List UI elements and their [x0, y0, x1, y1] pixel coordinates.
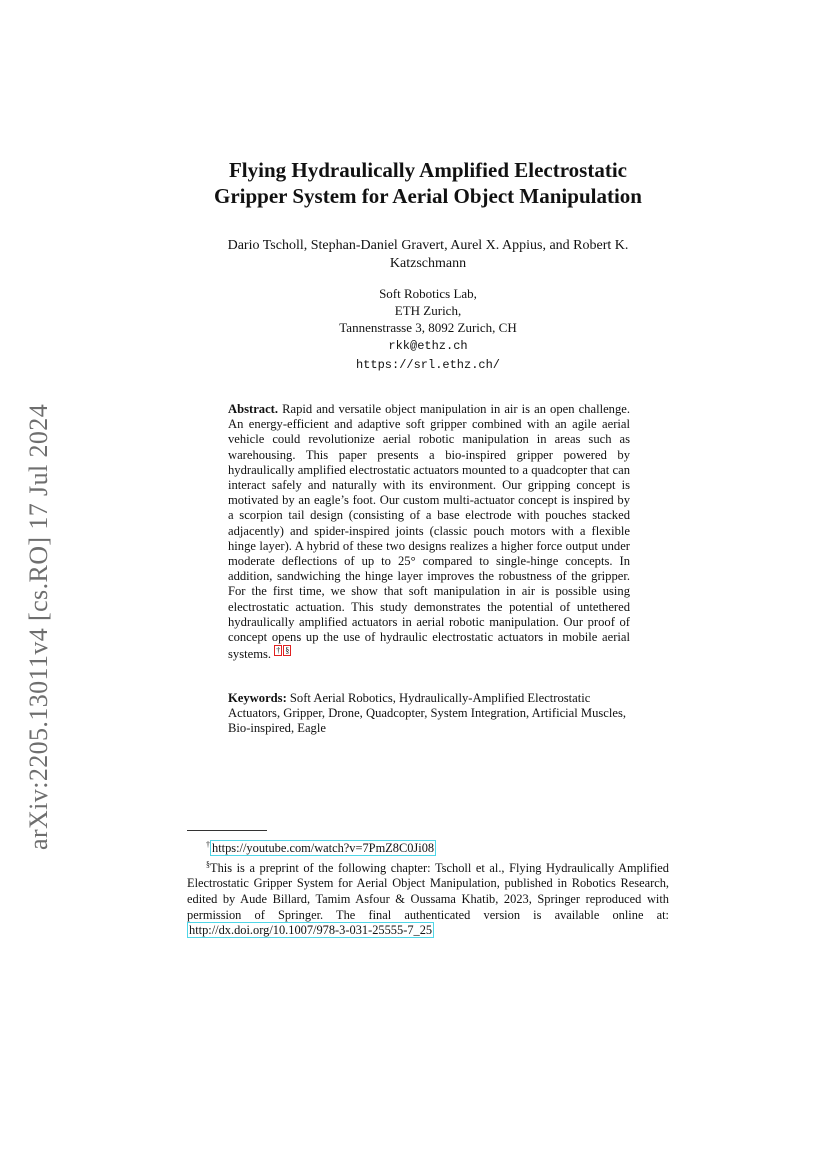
- author-email[interactable]: rkk@ethz.ch: [388, 339, 468, 353]
- footnote-marker-dagger: †: [206, 840, 210, 849]
- keywords-text: Soft Aerial Robotics, Hydraulically-Amplified Electrostatic Actuators, Gripper, Drone, Quadcopter, System Integration, Artificial Muscles, Bio-inspired, Eagle: [228, 691, 627, 736]
- footnote-link-section[interactable]: §: [285, 646, 290, 656]
- footnotes: [187, 837, 669, 939]
- footnote-video: [187, 837, 669, 857]
- footnote-link-dagger[interactable]: †: [276, 646, 281, 656]
- abstract: [228, 402, 630, 663]
- paper-title: [150, 157, 706, 209]
- affiliation-block: [250, 285, 606, 374]
- arxiv-identifier: arXiv:2205.13011v4 [cs.RO] 17 Jul 2024: [24, 403, 53, 850]
- footnote-marker-section: §: [206, 859, 210, 869]
- authors-line-2: Katzschmann: [389, 256, 467, 271]
- author-list: [190, 237, 666, 273]
- footnote-preprint: [187, 857, 669, 939]
- footnote-preprint-text: This is a preprint of the following chapter: Tscholl et al., Flying Hydraulically Amplified Electrostatic Gripper System for Aerial Object Manipulation, published in Robotics Research, edited by Aude Billard, Tamim Asfour & Oussama Khatib, 2023, Springer reproduced with permission of Springer. The final authenticated version is available online at:: [187, 860, 669, 922]
- affiliation-address: Tannenstrasse 3, 8092 Zurich, CH: [339, 320, 517, 335]
- video-link[interactable]: https://youtube.com/watch?v=7PmZ8C0Ji08: [212, 841, 435, 856]
- keywords-label: Keywords:: [228, 691, 287, 705]
- authors-line-1: Dario Tscholl, Stephan-Daniel Gravert, Aurel X. Appius, and Robert K.: [227, 238, 629, 253]
- affiliation-lab: Soft Robotics Lab,: [379, 286, 477, 301]
- title-line-1: Flying Hydraulically Amplified Electrostatic: [228, 158, 627, 182]
- affiliation-institution: ETH Zurich,: [394, 303, 462, 318]
- lab-website[interactable]: https://srl.ethz.ch/: [355, 358, 501, 372]
- keywords: [228, 691, 630, 737]
- doi-link[interactable]: http://dx.doi.org/10.1007/978-3-031-25555-7_25: [189, 923, 433, 938]
- abstract-text: Rapid and versatile object manipulation in air is an open challenge. An energy-efficient and adaptive soft gripper combined with an agile aerial vehicle could revolutionize aerial robotic manipulation in areas such as warehousing. This paper presents a bio-inspired gripper powered by hydraulically amplified electrostatic actuators mounted to a quadcopter that can interact safely and naturally with its environment. Our gripping concept is motivated by an eagle’s foot. Our custom multi-actuator concept is inspired by a scorpion tail design (consisting of a base electrode with pouches stacked adjacently) and spider-inspired joints (classic pouch motors with a flexible hinge layer). A hybrid of these two designs realizes a higher force output under moderate deflections of up to 25° compared to single-hinge concepts. In addition, sandwiching the hinge layer improves the robustness of the gripper. For the first time, we show that soft manipulation in air is possible using electrostatic actuation. This study demonstrates the potential of untethered hydraulically amplified actuators in aerial robotic manipulation. Our proof of concept opens up the use of hydraulic electrostatic actuators in mobile aerial systems.: [228, 402, 630, 662]
- abstract-label: Abstract.: [228, 402, 279, 416]
- title-line-2: Gripper System for Aerial Object Manipulation: [214, 184, 642, 208]
- footnote-divider: [187, 830, 267, 831]
